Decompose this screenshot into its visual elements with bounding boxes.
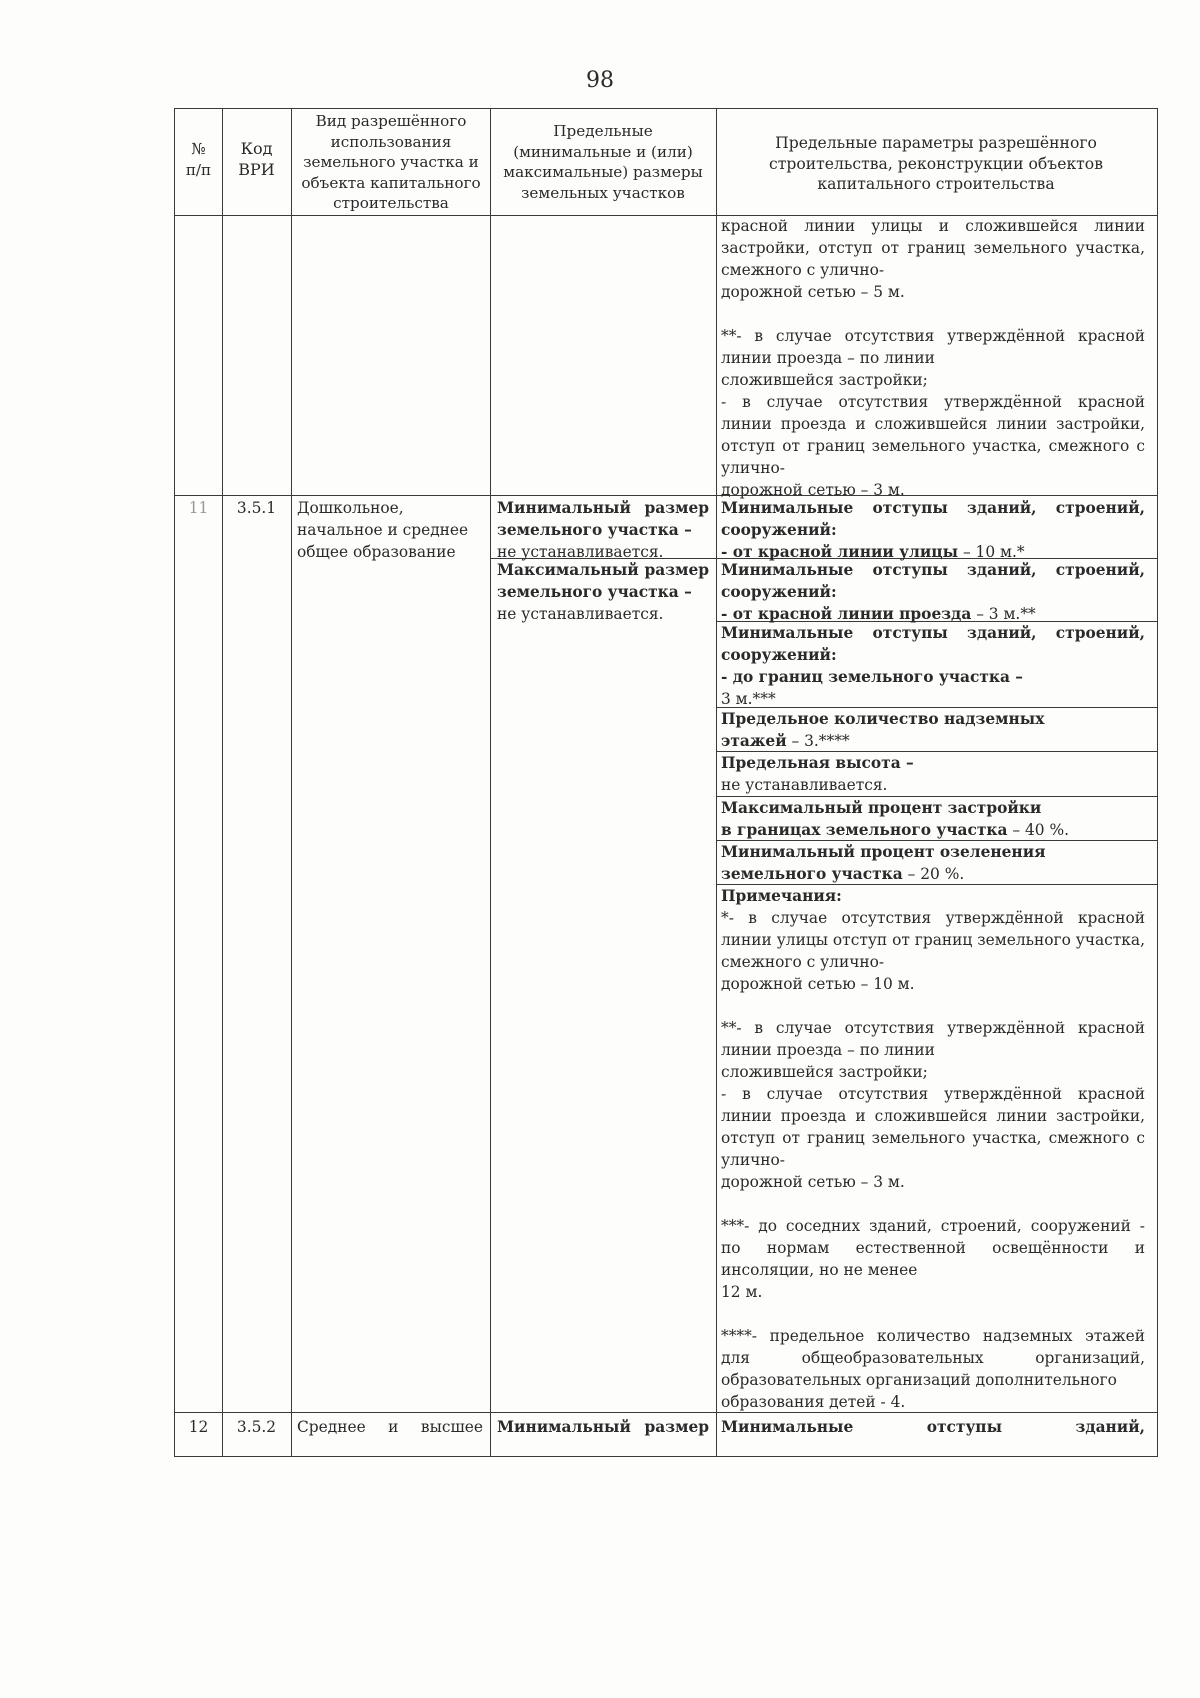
continuation-p1-end: дорожной сетью – 5 м.	[721, 283, 905, 301]
row12-use-type: Среднее и высшее	[297, 1418, 483, 1436]
page-number: 98	[586, 68, 614, 93]
continuation-text	[721, 215, 1145, 501]
row12-plot-size: Минимальный размер	[497, 1418, 709, 1436]
header-code: Код ВРИ	[238, 139, 275, 179]
notes-title: Примечания:	[721, 887, 842, 905]
row12-code: 3.5.2	[236, 1418, 277, 1436]
continuation-p2-end: сложившейся застройки;	[721, 371, 928, 389]
header-build-params: Предельные параметры разрешённого строительства, реконструкции объектов капитального строительства	[769, 134, 1103, 193]
header-plot-size: Предельные (минимальные и (или) максимальные) размеры земельных участков	[503, 122, 703, 202]
continuation-p1: красной линии улицы и сложившейся линии застройки, отступ от границ земельного участка, смежного с улично-	[721, 217, 1145, 279]
row11-build-percent: Максимальный процент застройки в границах земельного участка – 40 %.	[721, 799, 1069, 839]
row11-setback-driveway: Минимальные отступы зданий, строений, сооружений: - от красной линии проезда – 3 м.**	[721, 561, 1145, 623]
row11-code: 3.5.1	[236, 499, 277, 517]
row11-setback-street: Минимальные отступы зданий, строений, сооружений: - от красной линии улицы – 10 м.*	[721, 499, 1145, 561]
row11-green-percent: Минимальный процент озеленения земельного участка – 20 %.	[721, 843, 1046, 883]
header-use-type: Вид разрешённого использования земельного участка и объекта капитального строительства	[301, 112, 481, 212]
row12-build-params: Минимальные отступы зданий,	[721, 1418, 1145, 1436]
continuation-p3-end: дорожной сетью – 3 м.	[721, 481, 905, 499]
row11-setback-boundary: Минимальные отступы зданий, строений, сооружений: - до границ земельного участка – 3 м.***	[721, 624, 1145, 708]
row11-floors: Предельное количество надземных этажей – 3.****	[721, 710, 1045, 750]
row11-height: Предельная высота – не устанавливается.	[721, 754, 914, 794]
continuation-p2: **- в случае отсутствия утверждённой красной линии проезда – по линии	[721, 327, 1145, 367]
row11-min-size: Минимальный размер земельного участка – не устанавливается.	[497, 499, 709, 561]
row12-number: 12	[188, 1418, 209, 1436]
row11-use-type: Дошкольное, начальное и среднее общее образование	[297, 499, 469, 561]
header-number: № п/п	[185, 140, 212, 179]
row11-number: 11	[188, 499, 209, 517]
row11-notes: Примечания: *- в случае отсутствия утверждённой красной линии улицы отступ от границ земельного участка, смежного с улично- дорожной сетью – 10 м. **- в случае отсутствия утверждённой красной линии проезда – по линии сложившейся застройки; - в случае отсутствия утверждённой красной линии проезда и сложившейся линии застройки, отступ от границ земельного участка, смежного с улично- дорожной сетью – 3 м. ***- до соседних зданий, строений, сооружений - по нормам естественной освещённости и инсоляции, но не менее 12 м. ****- предельное количество надземных этажей для общеобразовательных организаций, образовательных организаций дополнительного образования детей - 4.	[721, 887, 1145, 1411]
row11-max-size: Максимальный размер земельного участка – не устанавливается.	[497, 561, 709, 623]
continuation-p3: - в случае отсутствия утверждённой красной линии проезда и сложившейся линии застройки, отступ от границ земельного участка, смежного с улично-	[721, 393, 1145, 477]
regulations-table	[174, 108, 1158, 1457]
